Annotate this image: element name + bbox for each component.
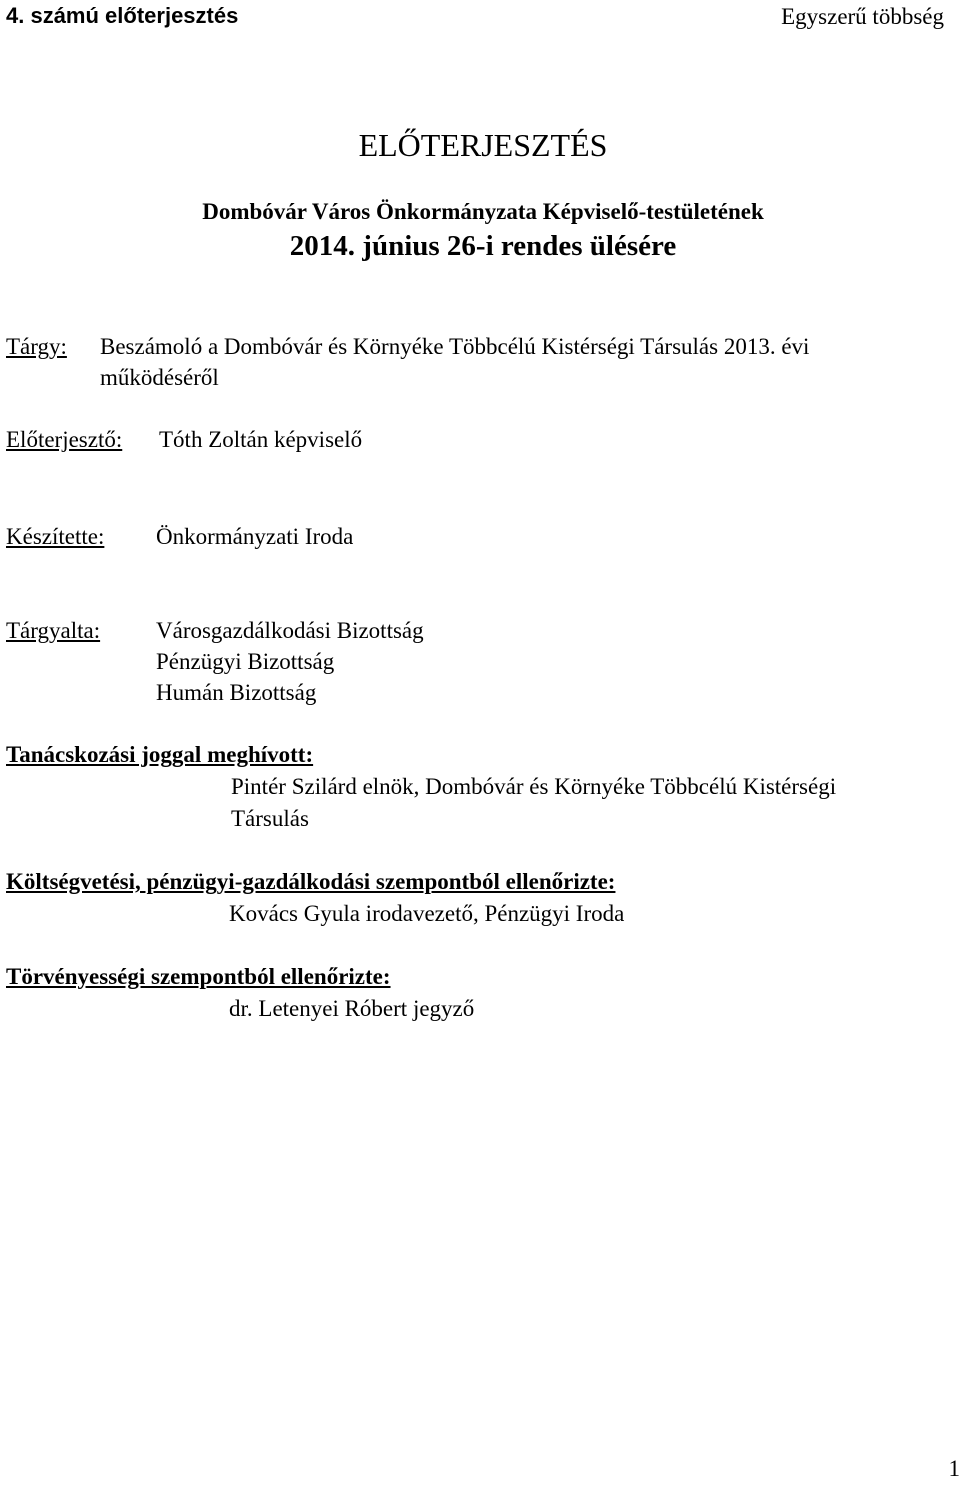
presenter-label: Előterjesztő: [6,427,123,452]
majority-type: Egyszerű többség [781,4,944,29]
invited-line-1: Pintér Szilárd elnök, Dombóvár és Környéke Többcélú Kistérségi [231,774,837,799]
invited-label: Tanácskozási joggal meghívott: [6,742,314,767]
subject-line-1: Beszámoló a Dombóvár és Környéke Többcélú Kistérségi Társulás 2013. évi [100,334,810,359]
addressee-line: Dombóvár Város Önkormányzata Képviselő-testületének [202,199,764,224]
committee-item: Városgazdálkodási Bizottság [156,618,424,643]
budget-check-label: Költségvetési, pénzügyi-gazdálkodási szempontból ellenőrizte: [6,869,616,894]
meeting-date-line: 2014. június 26-i rendes ülésére [289,230,677,262]
legal-check-value: dr. Letenyei Róbert jegyző [229,996,475,1021]
subject-label: Tárgy: [6,334,67,359]
subject-line-2: működéséről [100,365,219,390]
legal-check-label: Törvényességi szempontból ellenőrizte: [6,964,391,989]
prepared-by-value: Önkormányzati Iroda [156,524,354,549]
invited-line-2: Társulás [231,806,309,831]
discussed-by-label: Tárgyalta: [6,618,101,643]
prepared-by-label: Készítette: [6,524,105,549]
page-number: 1 [948,1456,960,1481]
committee-item: Humán Bizottság [156,680,317,705]
committee-item: Pénzügyi Bizottság [156,649,335,674]
document-title: ELŐTERJESZTÉS [358,127,608,163]
presenter-value: Tóth Zoltán képviselő [159,427,363,452]
budget-check-value: Kovács Gyula irodavezető, Pénzügyi Iroda [229,901,625,926]
document-number: 4. számú előterjesztés [6,3,239,28]
